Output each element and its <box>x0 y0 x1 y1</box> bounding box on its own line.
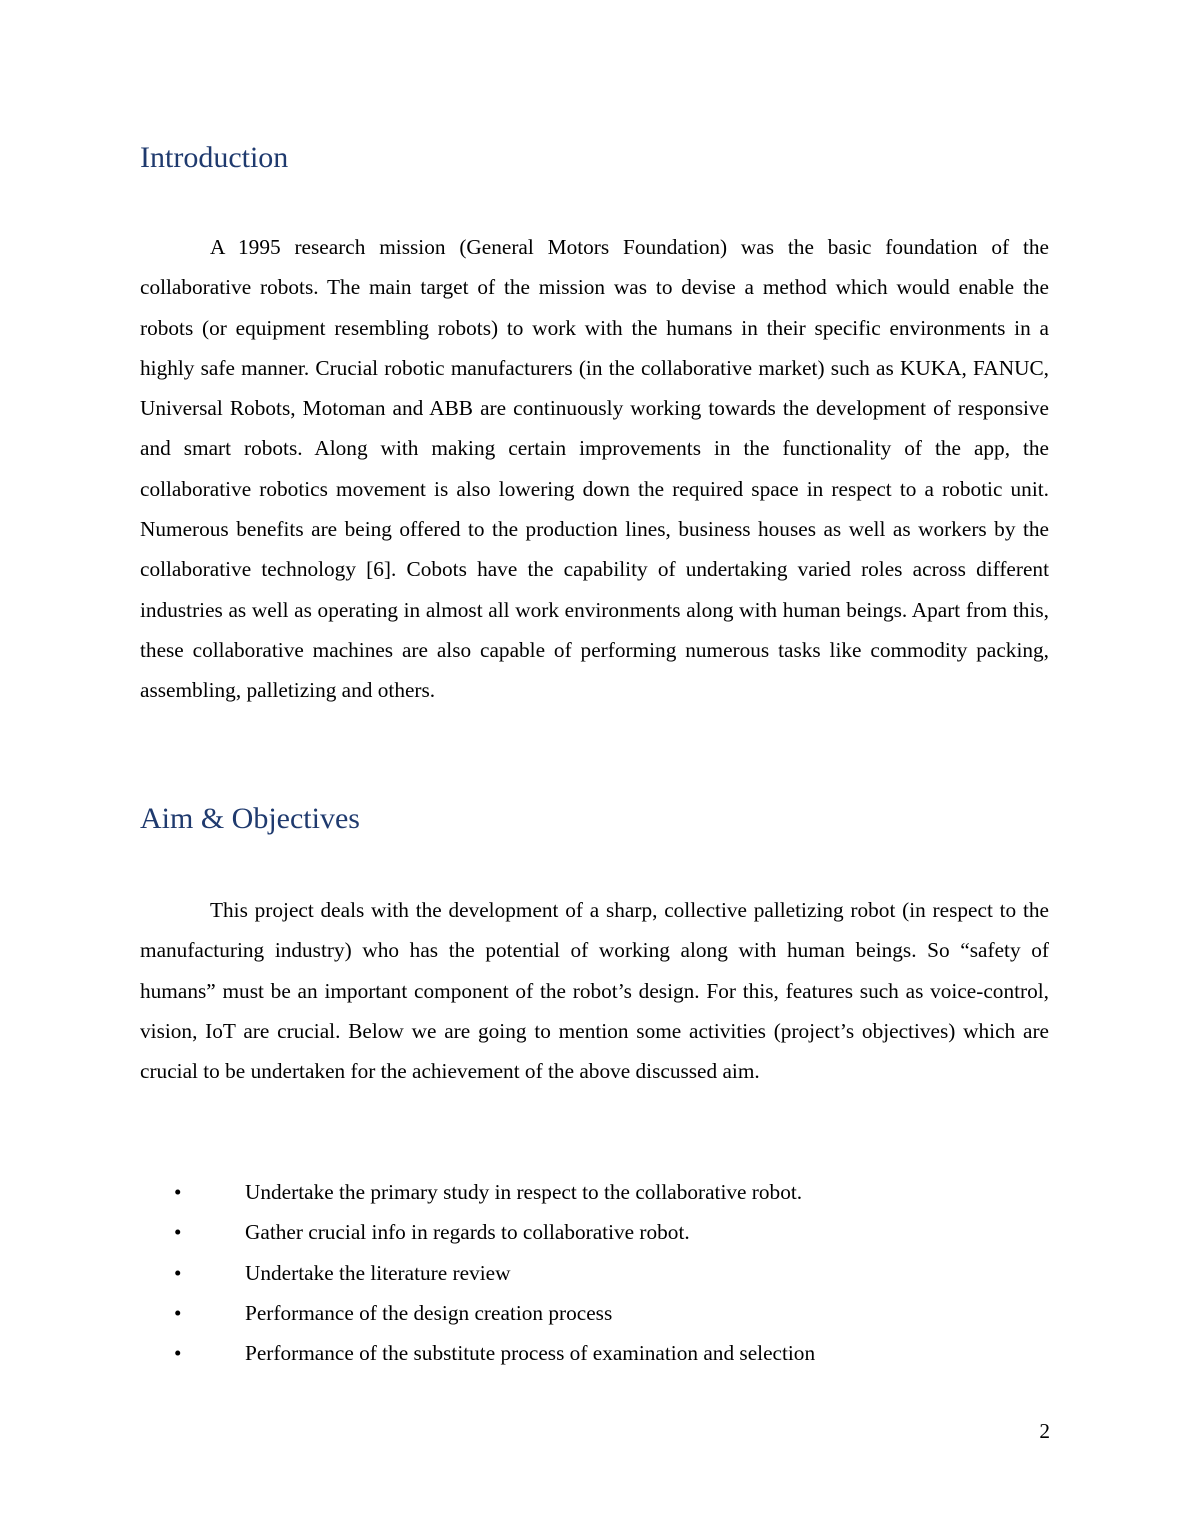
page-number: 2 <box>1039 1419 1050 1443</box>
aim-objectives-heading: Aim & Objectives <box>140 802 360 835</box>
list-item <box>140 1212 1049 1252</box>
bullet-icon: • <box>174 1180 182 1204</box>
aim-paragraph: This project deals with the development of a sharp, collective palletizing robot (in respect to the manufacturing industry) who has the potential of working along with human beings. So “safety of humans” must be an important component of the robot’s design. For this, features such as voice-control, vision, IoT are crucial. Below we are going to mention some activities (project’s objectives) which are crucial to be undertaken for the achievement of the above discussed aim. <box>140 898 1049 1084</box>
list-item-text: Performance of the design creation process <box>245 1300 613 1325</box>
list-item <box>140 1253 1049 1293</box>
objectives-list <box>140 1172 1049 1373</box>
list-item-text: Undertake the literature review <box>245 1260 511 1285</box>
list-item-text: Undertake the primary study in respect to the collaborative robot. <box>245 1180 803 1204</box>
introduction-heading: Introduction <box>140 141 289 174</box>
bullet-icon: • <box>174 1220 182 1245</box>
list-item <box>140 1293 1049 1333</box>
bullet-icon: • <box>174 1341 182 1366</box>
bullet-icon: • <box>174 1300 182 1325</box>
introduction-paragraph: A 1995 research mission (General Motors Foundation) was the basic foundation of the collaborative robots. The main target of the mission was to devise a method which would enable the robots (or equipment resembling robots) to work with the humans in their specific environments in a highly safe manner. Crucial robotic manufacturers (in the collaborative market) such as KUKA, FANUC, Universal Robots, Motoman and ABB are continuously working towards the development of responsive and smart robots. Along with making certain improvements in the functionality of the app, the collaborative robotics movement is also lowering down the required space in respect to a robotic unit. Numerous benefits are being offered to the production lines, business houses as well as workers by the collaborative technology [6]. Cobots have the capability of undertaking varied roles across different industries as well as operating in almost all work environments along with human beings. Apart from this, these collaborative machines are also capable of performing numerous tasks like commodity packing, assembling, palletizing and others. <box>140 235 1049 703</box>
bullet-icon: • <box>174 1260 182 1285</box>
list-item-text: Performance of the substitute process of examination and selection <box>245 1341 816 1366</box>
list-item <box>140 1172 1049 1212</box>
list-item <box>140 1333 1049 1373</box>
list-item-text: Gather crucial info in regards to collaborative robot. <box>245 1220 690 1245</box>
